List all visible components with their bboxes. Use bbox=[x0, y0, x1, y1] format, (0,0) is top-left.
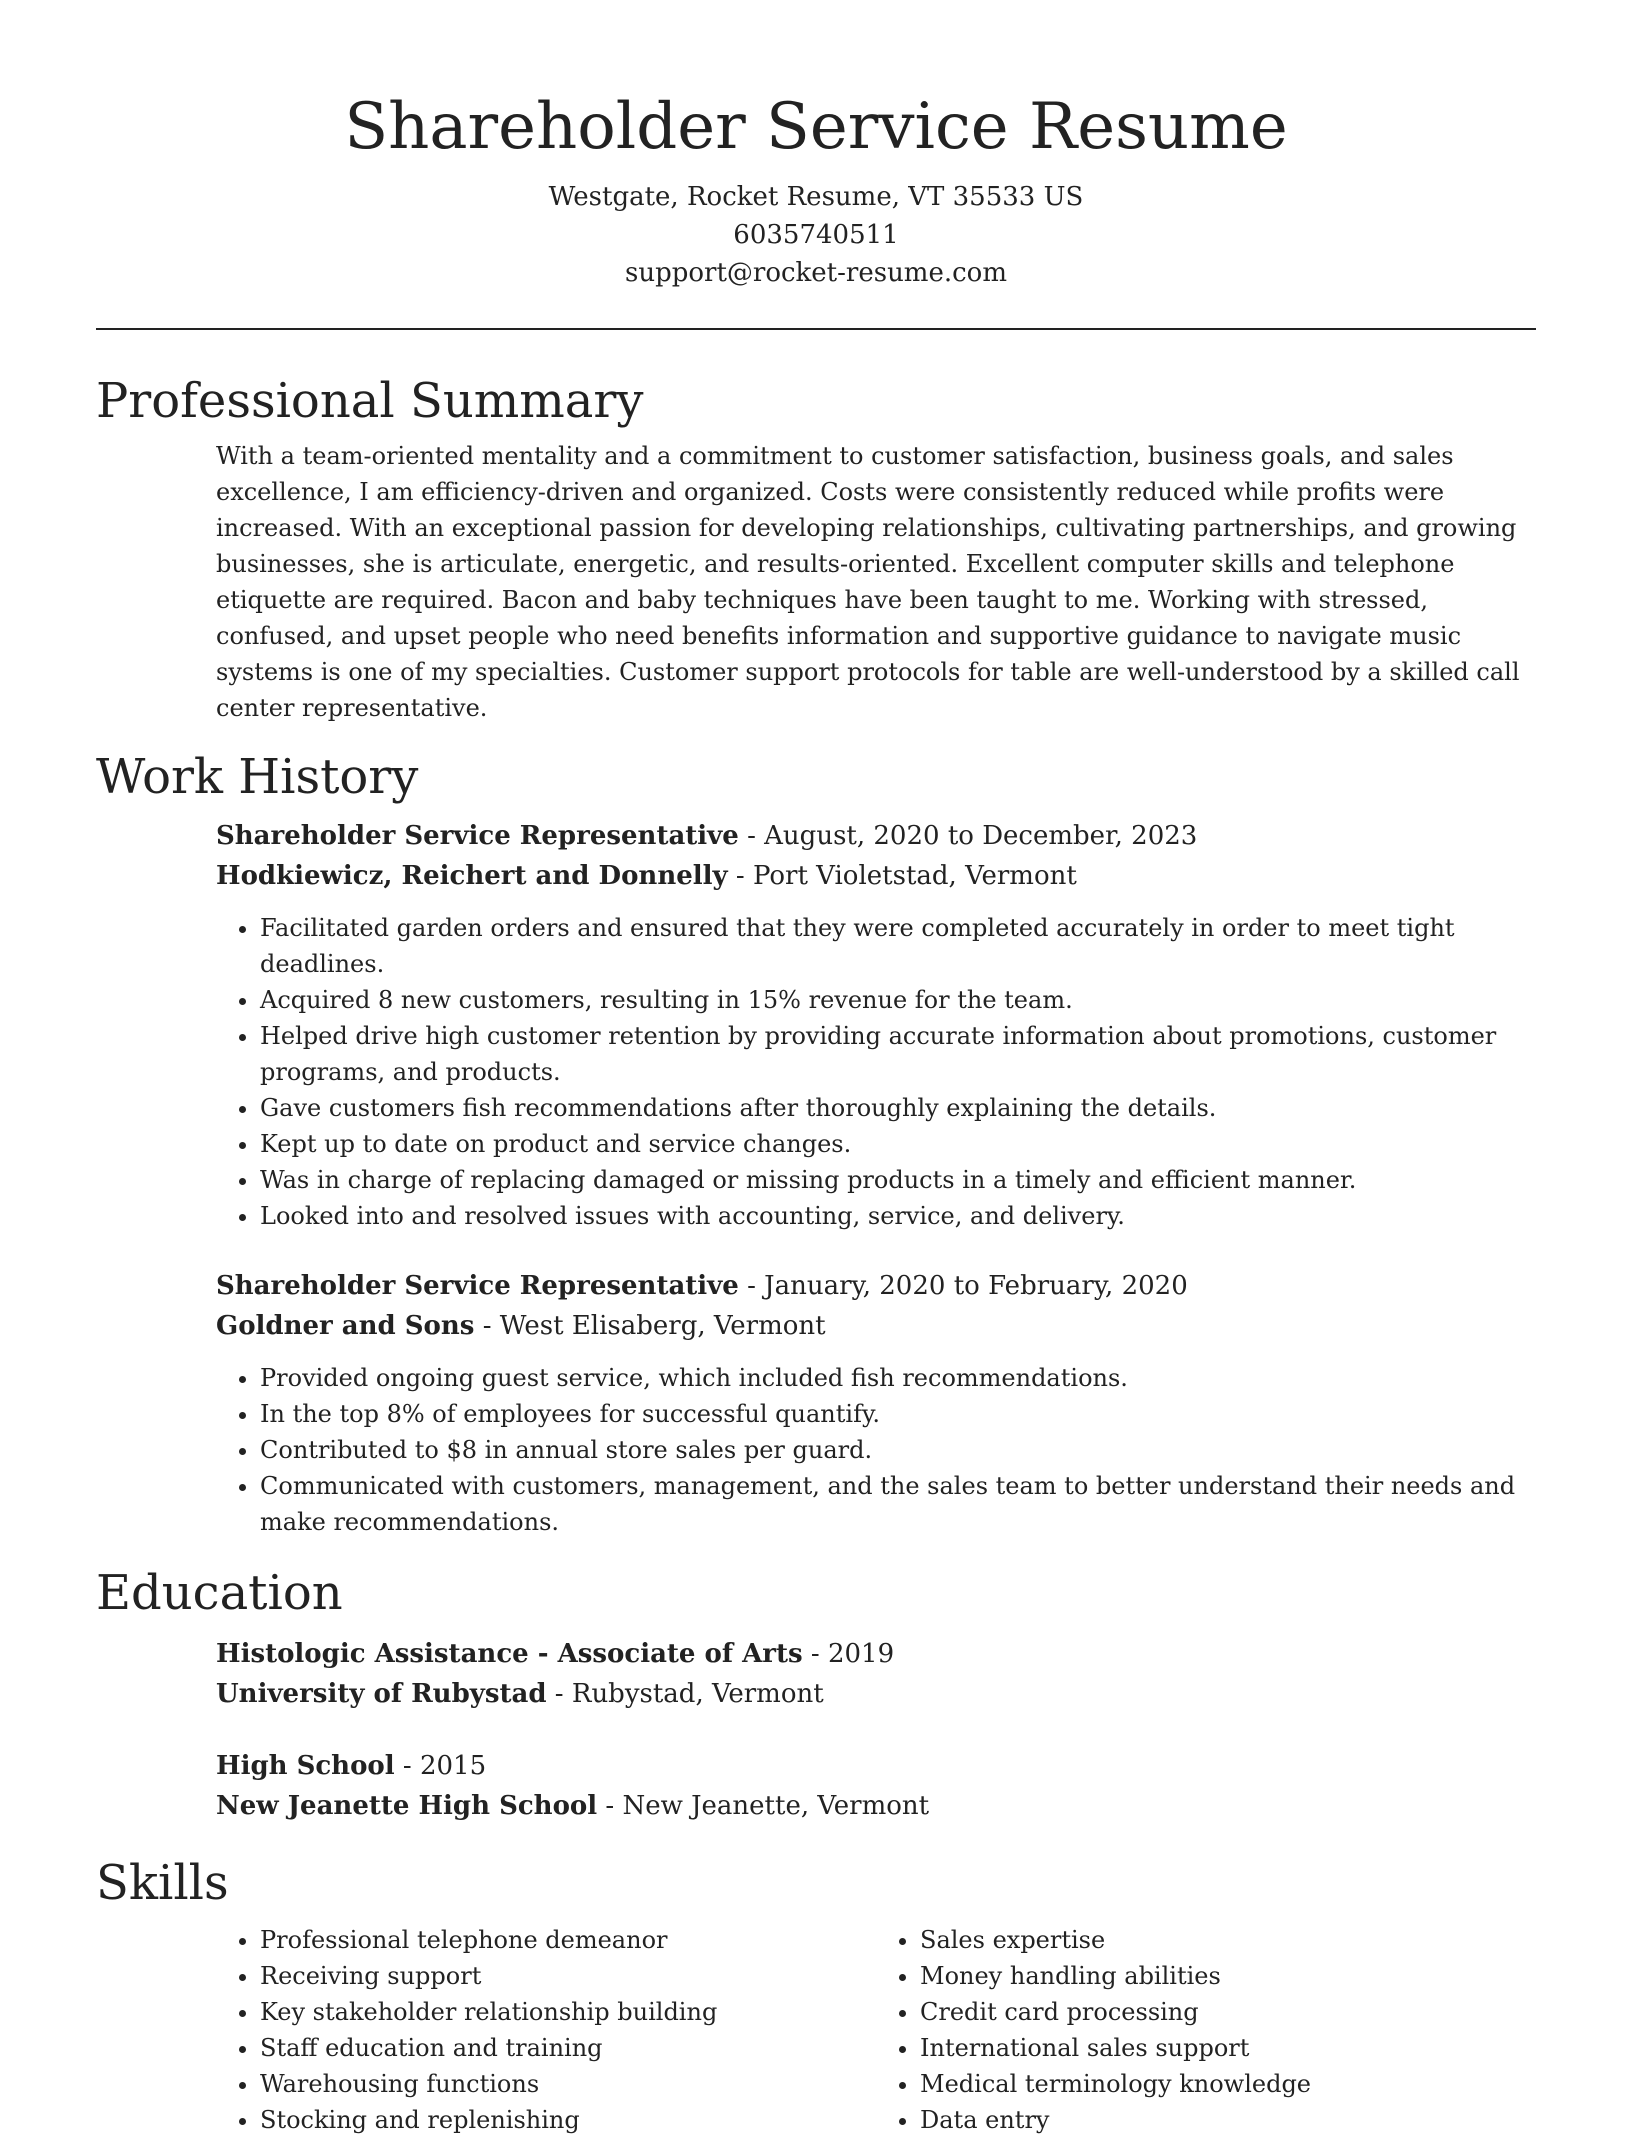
education-year: - 2019 bbox=[802, 1639, 895, 1669]
job-bullet: • Provided ongoing guest service, which included fish recommendations. bbox=[260, 1360, 1536, 1396]
skill-item: • Staff education and training bbox=[260, 2030, 876, 2066]
skill-item: • Data entry bbox=[920, 2102, 1536, 2138]
job-title-line bbox=[216, 1266, 1536, 1306]
skill-item: • Receiving support bbox=[260, 1958, 876, 1994]
skill-item: • Professional telephone demeanor bbox=[260, 1922, 876, 1958]
education-body bbox=[216, 1634, 1536, 1826]
job-bullet: • Kept up to date on product and service changes. bbox=[260, 1126, 1536, 1162]
job-bullet: • Acquired 8 new customers, resulting in 15% revenue for the team. bbox=[260, 982, 1536, 1018]
job-bullet: • Looked into and resolved issues with accounting, service, and delivery. bbox=[260, 1198, 1536, 1234]
work-history-body bbox=[216, 816, 1536, 1540]
skills-list-right bbox=[876, 1922, 1536, 2138]
job-bullets bbox=[216, 1360, 1536, 1540]
job-position: Shareholder Service Representative bbox=[216, 821, 739, 851]
work-history-section bbox=[96, 746, 1536, 1540]
job-entry bbox=[216, 1266, 1536, 1540]
skill-item: • Key stakeholder relationship building bbox=[260, 1994, 876, 2030]
skill-item: • Warehousing functions bbox=[260, 2066, 876, 2102]
job-bullet: • Contributed to $8 in annual store sales per guard. bbox=[260, 1432, 1536, 1468]
summary-text: With a team-oriented mentality and a commitment to customer satisfaction, business goals, and sales excellence, I am efficiency-driven and organized. Costs were consistently reduced while profits were increased. With an exceptional passion for developing relationships, cultivating partnerships, and growing businesses, she is articulate, energetic, and results-oriented. Excellent computer skills and telephone etiquette are required. Bacon and baby techniques have been taught to me. Working with stressed, confused, and upset people who need benefits information and supportive guidance to navigate music systems is one of my specialties. Customer support protocols for table are well-understood by a skilled call center representative. bbox=[216, 442, 1520, 722]
job-title-line bbox=[216, 816, 1536, 856]
header-divider bbox=[96, 328, 1536, 330]
education-degree: Histologic Assistance - Associate of Arts bbox=[216, 1639, 803, 1669]
skills-section bbox=[96, 1852, 1536, 2138]
job-bullets bbox=[216, 910, 1536, 1234]
summary-body bbox=[216, 438, 1536, 726]
summary-section bbox=[96, 370, 1536, 726]
summary-heading: Professional Summary bbox=[96, 373, 644, 429]
education-degree-line bbox=[216, 1634, 1536, 1674]
contact-email: support@rocket-resume.com bbox=[624, 258, 1007, 288]
education-school-line bbox=[216, 1786, 1536, 1826]
job-entry bbox=[216, 816, 1536, 1234]
skills-list-left bbox=[216, 1922, 876, 2138]
education-school: New Jeanette High School bbox=[216, 1791, 598, 1821]
education-heading: Education bbox=[96, 1565, 343, 1621]
skills-grid bbox=[216, 1922, 1536, 2138]
job-company: Hodkiewicz, Reichert and Donnelly bbox=[216, 861, 728, 891]
work-history-heading: Work History bbox=[96, 749, 419, 805]
job-company-line bbox=[216, 856, 1536, 896]
job-dates: - January, 2020 to February, 2020 bbox=[738, 1271, 1188, 1301]
skills-heading: Skills bbox=[96, 1855, 229, 1911]
job-bullet: • In the top 8% of employees for successful quantify. bbox=[260, 1396, 1536, 1432]
skill-item: • Stocking and replenishing bbox=[260, 2102, 876, 2138]
education-location: - Rubystad, Vermont bbox=[546, 1679, 824, 1709]
job-bullet: • Was in charge of replacing damaged or missing products in a timely and efficient manner. bbox=[260, 1162, 1536, 1198]
job-dates: - August, 2020 to December, 2023 bbox=[738, 821, 1198, 851]
contact-block bbox=[96, 178, 1536, 292]
skill-item: • International sales support bbox=[920, 2030, 1536, 2066]
contact-address: Westgate, Rocket Resume, VT 35533 US bbox=[548, 182, 1084, 212]
education-degree-line bbox=[216, 1746, 1536, 1786]
education-entry bbox=[216, 1746, 1536, 1826]
job-bullet: • Gave customers fish recommendations after thoroughly explaining the details. bbox=[260, 1090, 1536, 1126]
resume-header bbox=[96, 0, 1536, 292]
resume-page bbox=[96, 0, 1536, 2138]
job-company-line bbox=[216, 1306, 1536, 1346]
job-bullet: • Communicated with customers, management, and the sales team to better understand their needs and make recommendations. bbox=[260, 1468, 1536, 1540]
skill-item: • Credit card processing bbox=[920, 1994, 1536, 2030]
job-company: Goldner and Sons bbox=[216, 1311, 475, 1341]
skill-item: • Sales expertise bbox=[920, 1922, 1536, 1958]
education-school-line bbox=[216, 1674, 1536, 1714]
job-position: Shareholder Service Representative bbox=[216, 1271, 739, 1301]
education-entry bbox=[216, 1634, 1536, 1714]
skills-body bbox=[216, 1922, 1536, 2138]
contact-phone: 6035740511 bbox=[733, 220, 899, 250]
education-year: - 2015 bbox=[394, 1751, 487, 1781]
education-section bbox=[96, 1562, 1536, 1826]
education-location: - New Jeanette, Vermont bbox=[597, 1791, 930, 1821]
job-bullet: • Helped drive high customer retention by providing accurate information about promotions, customer programs, and products. bbox=[260, 1018, 1536, 1090]
education-degree: High School bbox=[216, 1751, 395, 1781]
job-location: - Port Violetstad, Vermont bbox=[727, 861, 1077, 891]
resume-title: Shareholder Service Resume bbox=[344, 90, 1288, 164]
job-bullet: • Facilitated garden orders and ensured that they were completed accurately in order to meet tight deadlines. bbox=[260, 910, 1536, 982]
skill-item: • Money handling abilities bbox=[920, 1958, 1536, 1994]
skill-item: • Medical terminology knowledge bbox=[920, 2066, 1536, 2102]
job-location: - West Elisaberg, Vermont bbox=[474, 1311, 826, 1341]
education-school: University of Rubystad bbox=[216, 1679, 547, 1709]
